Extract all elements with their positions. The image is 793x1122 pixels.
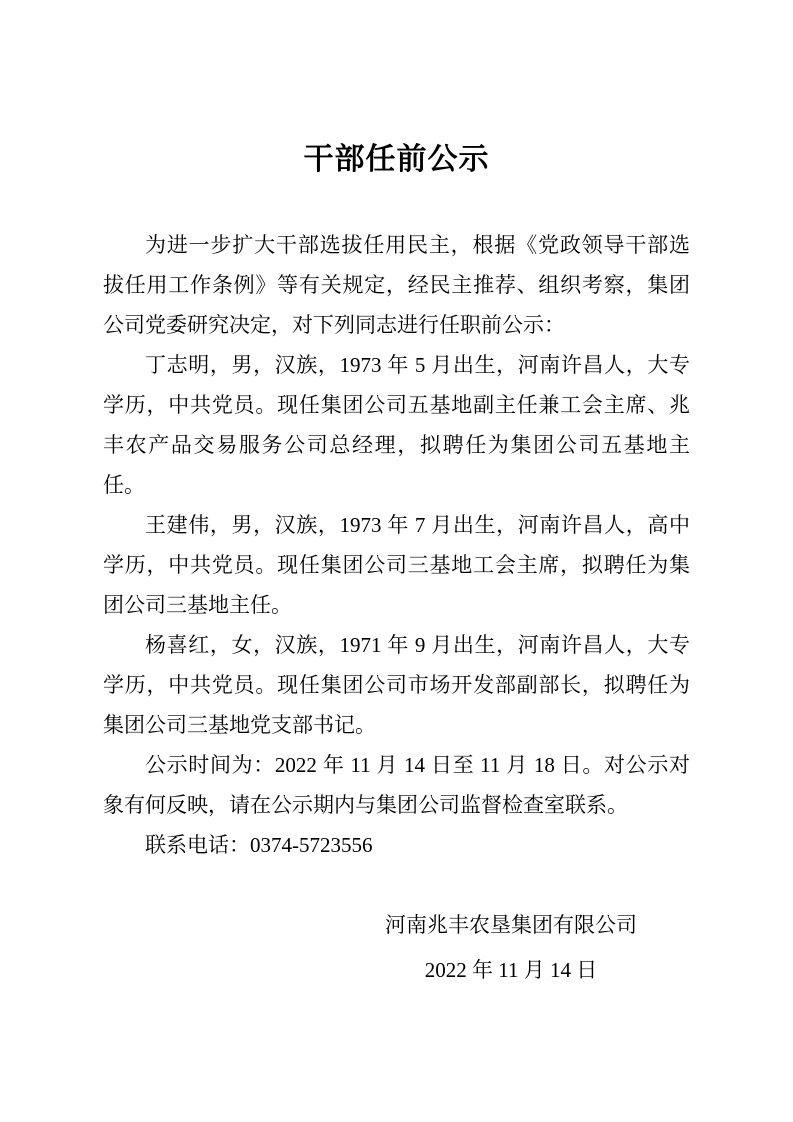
paragraph-contact-phone: 联系电话：0374-5723556 bbox=[145, 833, 373, 857]
signature-organization: 河南兆丰农垦集团有限公司 bbox=[385, 913, 637, 937]
document-title: 干部任前公示 bbox=[303, 143, 490, 176]
signature-date: 2022 年 11 月 14 日 bbox=[424, 958, 598, 982]
paragraph-candidate-1: 丁志明，男，汉族，1973 年 5 月出生，河南许昌人，大专学历，中共党员。现任集团公司五基地副主任兼工会主席、兆丰农产品交易服务公司总经理，拟聘任为集团公司五基地主任。 bbox=[103, 353, 690, 497]
paragraph-candidate-2: 王建伟，男，汉族，1973 年 7 月出生，河南许昌人，高中学历，中共党员。现任集团公司三基地工会主席，拟聘任为集团公司三基地主任。 bbox=[103, 513, 690, 617]
paragraph-candidate-3: 杨喜红，女，汉族，1971 年 9 月出生，河南许昌人，大专学历，中共党员。现任集团公司市场开发部副部长，拟聘任为集团公司三基地党支部书记。 bbox=[103, 633, 690, 737]
paragraph-intro: 为进一步扩大干部选拔任用民主，根据《党政领导干部选拔任用工作条例》等有关规定，经民主推荐、组织考察，集团公司党委研究决定，对下列同志进行任职前公示： bbox=[103, 233, 690, 337]
signature-block bbox=[380, 903, 642, 993]
document-body bbox=[103, 225, 690, 865]
paragraph-notice-period: 公示时间为：2022 年 11 月 14 日至 11 月 18 日。对公示对象有何反映，请在公示期内与集团公司监督检查室联系。 bbox=[103, 753, 690, 817]
